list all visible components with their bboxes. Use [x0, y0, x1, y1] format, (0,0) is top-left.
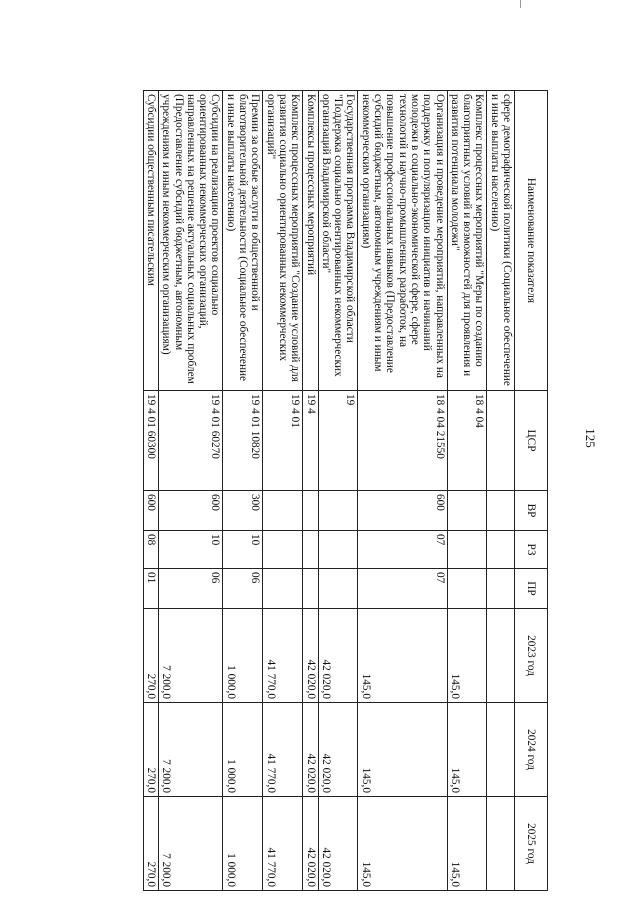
row-vr: [447, 491, 487, 531]
row-vr: [263, 491, 303, 531]
row-vr: [318, 491, 358, 531]
header-2025: 2025 год: [515, 797, 548, 891]
header-vr: ВР: [515, 491, 548, 531]
row-rz: [263, 531, 303, 569]
table-row: [358, 91, 447, 891]
row-vr: 600: [143, 491, 158, 531]
row-2023: [487, 609, 515, 703]
row-name: Комплексы процессных мероприятий: [303, 91, 318, 391]
row-2024: [487, 703, 515, 797]
row-name: Комплекс процессных мероприятий "Меры по созданию благоприятных условий и возможностей для проявления и развития потенциала молодежи": [447, 91, 487, 391]
page-number: 125: [583, 428, 598, 448]
table-row: [487, 91, 515, 891]
row-name: Комплекс процессных мероприятий "Создание условий для развития социально ориентированных некоммерческих организаций": [263, 91, 303, 391]
row-2024: 145,0: [358, 703, 447, 797]
row-pr: [487, 569, 515, 609]
row-rz: [487, 531, 515, 569]
table-row: [447, 91, 487, 891]
row-name: Государственная программа Владимирской области "Поддержка социально ориентированных некоммерческих организаций Владимирской области": [318, 91, 358, 391]
row-name: Премии за особые заслуги в общественной и благотворительной деятельности (Социальное обеспечение и иные выплаты населению): [223, 91, 263, 391]
row-2024: 270,0: [143, 703, 158, 797]
row-vr: [487, 491, 515, 531]
row-name: сфере демографической политики (Социальное обеспечение и иные выплаты населению): [487, 91, 515, 391]
row-pr: 06: [158, 569, 222, 609]
row-rz: 10: [223, 531, 263, 569]
row-pr: 06: [223, 569, 263, 609]
header-csr: ЦСР: [515, 391, 548, 491]
row-2025: 270,0: [143, 797, 158, 891]
row-pr: [447, 569, 487, 609]
row-pr: [318, 569, 358, 609]
row-vr: 300: [223, 491, 263, 531]
row-csr: 19 4: [303, 391, 318, 491]
row-2023: 42 020,0: [303, 609, 318, 703]
row-2023: 145,0: [358, 609, 447, 703]
header-2024: 2024 год: [515, 703, 548, 797]
header-2023: 2023 год: [515, 609, 548, 703]
row-rz: 10: [158, 531, 222, 569]
table-row: [223, 91, 263, 891]
row-vr: 600: [358, 491, 447, 531]
row-2024: 41 770,0: [263, 703, 303, 797]
row-rz: 08: [143, 531, 158, 569]
top-scan-mark: [520, 0, 521, 8]
table-row: [318, 91, 358, 891]
row-2023: 145,0: [447, 609, 487, 703]
rotated-page-content: [18, 90, 548, 890]
row-csr: 19 4 01 10820: [223, 391, 263, 491]
row-2024: 1 000,0: [223, 703, 263, 797]
row-pr: 07: [358, 569, 447, 609]
table-row: [303, 91, 318, 891]
header-name: Наименование показателя: [515, 91, 548, 391]
row-2024: 7 200,0: [158, 703, 222, 797]
row-2024: 42 020,0: [303, 703, 318, 797]
row-csr: 18 4 04: [447, 391, 487, 491]
row-csr: [487, 391, 515, 491]
row-2025: 145,0: [358, 797, 447, 891]
table-row: [263, 91, 303, 891]
row-pr: 01: [143, 569, 158, 609]
row-rz: 07: [358, 531, 447, 569]
row-rz: [303, 531, 318, 569]
row-2024: 145,0: [447, 703, 487, 797]
row-rz: [447, 531, 487, 569]
row-name: Субсидии общественным писательским: [143, 91, 158, 391]
table-header-row: [515, 91, 548, 891]
row-csr: 19 4 01: [263, 391, 303, 491]
table-row: [143, 91, 158, 891]
header-rz: РЗ: [515, 531, 548, 569]
row-2023: 270,0: [143, 609, 158, 703]
row-vr: [303, 491, 318, 531]
row-pr: [263, 569, 303, 609]
row-csr: 18 4 04 21550: [358, 391, 447, 491]
row-name: Субсидии на реализацию проектов социально ориентированных некоммерческих организаций, направленных на решение актуальных социальных проблем (Предоставление субсидий бюджетным, автономным учреждениям и иным некоммерческим организациям): [158, 91, 222, 391]
header-pr: ПР: [515, 569, 548, 609]
row-csr: 19 4 01 60270: [158, 391, 222, 491]
row-name: Организация и проведение мероприятий, направленных на поддержку и популяризацию инициатив и начинаний молодежи в социально-экономической сфере, сфере технологий и научно-промышленных разработок, на повышение профессиональных навыков (Предоставление субсидий бюджетным, автономным учреждениям и иным некоммерческим организациям): [358, 91, 447, 391]
row-2023: 7 200,0: [158, 609, 222, 703]
row-2024: 42 020,0: [318, 703, 358, 797]
row-2025: 1 000,0: [223, 797, 263, 891]
table-row: [158, 91, 222, 891]
row-csr: 19: [318, 391, 358, 491]
row-2025: 42 020,0: [303, 797, 318, 891]
row-rz: [318, 531, 358, 569]
row-2023: 41 770,0: [263, 609, 303, 703]
row-vr: 600: [158, 491, 222, 531]
row-2023: 42 020,0: [318, 609, 358, 703]
row-pr: [303, 569, 318, 609]
budget-table: [143, 90, 548, 891]
row-2025: [487, 797, 515, 891]
row-csr: 19 4 01 60300: [143, 391, 158, 491]
row-2025: 7 200,0: [158, 797, 222, 891]
row-2023: 1 000,0: [223, 609, 263, 703]
row-2025: 145,0: [447, 797, 487, 891]
row-2025: 42 020,0: [318, 797, 358, 891]
row-2025: 41 770,0: [263, 797, 303, 891]
